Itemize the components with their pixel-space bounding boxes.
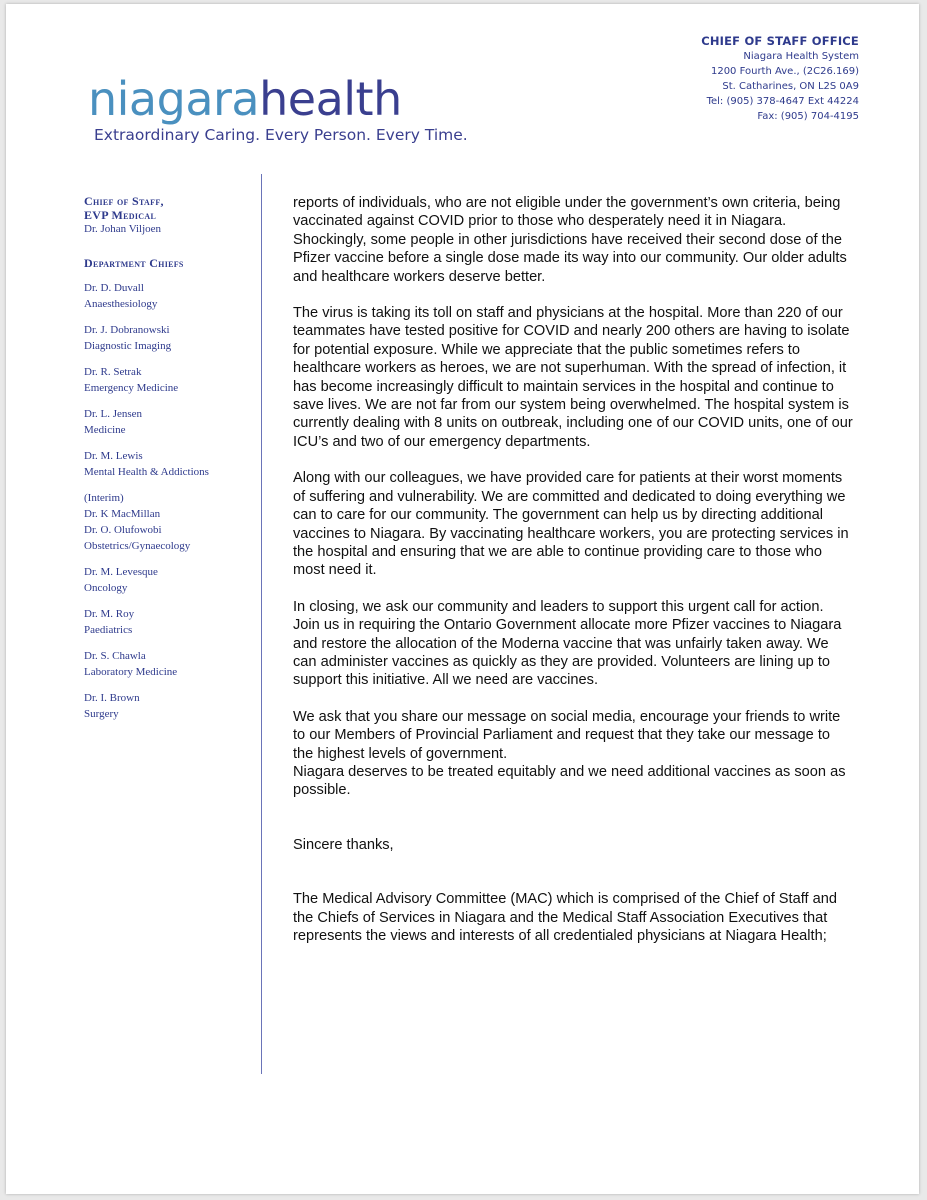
letter-paragraph: reports of individuals, who are not eligible under the government’s own criteria, being vaccinated against COVID prior to those who desperately need it in Niagara. Shockingly, some people in other jurisdictions have received their second dose of the Pfizer vaccine before a single dose made its way into our community. Our older adults and healthcare workers deserve better. [293, 195, 847, 285]
department-chief-line: Dr. K MacMillan [84, 508, 161, 520]
letter-body [293, 194, 853, 963]
office-line: Niagara Health System [743, 51, 859, 62]
letter-page [6, 4, 919, 1194]
letter-paragraph-part: We ask that you share our message on social media, encourage your friends to write to our Members of Provincial Parliament and request that they take our message to the highest levels of government. [293, 708, 841, 762]
vertical-divider [261, 174, 262, 1074]
department-chief-entry [84, 280, 254, 312]
department-chief-entry [84, 648, 254, 680]
department-chief-entry [84, 606, 254, 638]
letterhead-sidebar [84, 194, 254, 722]
department-chief-line: Dr. D. Duvall [84, 282, 144, 294]
department-chief-entry [84, 690, 254, 722]
department-chief-entry [84, 364, 254, 396]
logo-tagline: Extraordinary Caring. Every Person. Every Time. [94, 126, 468, 144]
office-title: CHIEF OF STAFF OFFICE [701, 34, 859, 48]
letter-paragraph [293, 708, 853, 800]
letter-paragraph: The virus is taking its toll on staff and physicians at the hospital. More than 220 of our teammates have tested positive for COVID and nearly 200 others are having to isolate for potential exposure. While we appreciate that the public sometimes refers to healthcare workers as heroes, we are not superhuman. With the spread of infection, it has become increasingly difficult to maintain services in the hospital and continue to save lives. We are not far from our system being overwhelmed. The hospital system is currently dealing with 8 units on outbreak, including one of our COVID units, one of our ICU’s and two of our emergency departments. [293, 305, 853, 450]
department-chief-line: Mental Health & Addictions [84, 466, 209, 478]
department-chief-entry [84, 490, 254, 554]
letter-paragraph-part: Niagara deserves to be treated equitably and we need additional vaccines as soon as possible. [293, 763, 846, 799]
department-chief-line: Dr. M. Lewis [84, 450, 143, 462]
department-chief-line: Obstetrics/Gynaecology [84, 540, 191, 552]
department-chief-line: Dr. L. Jensen [84, 408, 143, 420]
letter-paragraph: Along with our colleagues, we have provided care for patients at their worst moments of suffering and vulnerability. We are committed and dedicated to doing everything we can to care for our community. The government can help us by directing additional vaccines to Niagara. By vaccinating healthcare workers, you are protecting services in the hospital and ensuring that we are able to continue providing care to those who most need it. [293, 470, 849, 579]
chief-of-staff-heading: Chief of Staff, [84, 194, 164, 208]
logo-part-niagara: niagara [88, 72, 260, 126]
logo-wordmark [88, 72, 402, 126]
department-chief-line: Dr. S. Chawla [84, 650, 146, 662]
department-chief-line: Surgery [84, 708, 119, 720]
department-chief-line: Oncology [84, 582, 128, 594]
department-chief-line: (Interim) [84, 492, 124, 504]
department-chief-entry [84, 406, 254, 438]
department-chief-line: Emergency Medicine [84, 382, 179, 394]
department-chiefs-heading: Department Chiefs [84, 256, 184, 270]
department-chief-line: Paediatrics [84, 624, 133, 636]
office-address-block [701, 34, 859, 124]
department-chief-line: Medicine [84, 424, 126, 436]
chief-of-staff-name: Dr. Johan Viljoen [84, 223, 162, 235]
chief-of-staff-heading-2: EVP Medical [84, 208, 157, 222]
department-chiefs-list [84, 280, 254, 722]
department-chief-line: Dr. R. Setrak [84, 366, 142, 378]
department-chief-line: Dr. M. Levesque [84, 566, 158, 578]
department-chief-line: Dr. I. Brown [84, 692, 140, 704]
letter-closing: Sincere thanks, [293, 836, 394, 853]
department-chief-line: Dr. M. Roy [84, 608, 135, 620]
letter-signature: The Medical Advisory Committee (MAC) which is comprised of the Chief of Staff and the Chiefs of Services in Niagara and the Medical Staff Association Executives that represents the views and interests of all credentialed physicians at Niagara Health; [293, 891, 837, 944]
letter-paragraph: In closing, we ask our community and leaders to support this urgent call for action. Join us in requiring the Ontario Government allocate more Pfizer vaccines to Niagara and restore the allocation of the Moderna vaccine that was unfairly taken away. We can administer vaccines as quickly as they are provided. Volunteers are lining up to support this initiative. All we need are vaccines. [293, 598, 842, 689]
office-line: Tel: (905) 378-4647 Ext 44224 [706, 96, 859, 107]
department-chief-line: Anaesthesiology [84, 298, 158, 310]
department-chief-line: Dr. O. Olufowobi [84, 524, 162, 536]
niagara-health-logo [88, 72, 402, 126]
office-line: Fax: (905) 704-4195 [757, 111, 859, 122]
department-chief-line: Dr. J. Dobranowski [84, 324, 170, 336]
department-chief-line: Laboratory Medicine [84, 666, 178, 678]
department-chief-entry [84, 564, 254, 596]
department-chief-entry [84, 322, 254, 354]
office-line: St. Catharines, ON L2S 0A9 [722, 81, 859, 92]
logo-part-health: health [259, 72, 402, 126]
department-chief-entry [84, 448, 254, 480]
department-chief-line: Diagnostic Imaging [84, 340, 172, 352]
office-line: 1200 Fourth Ave., (2C26.169) [710, 66, 859, 77]
